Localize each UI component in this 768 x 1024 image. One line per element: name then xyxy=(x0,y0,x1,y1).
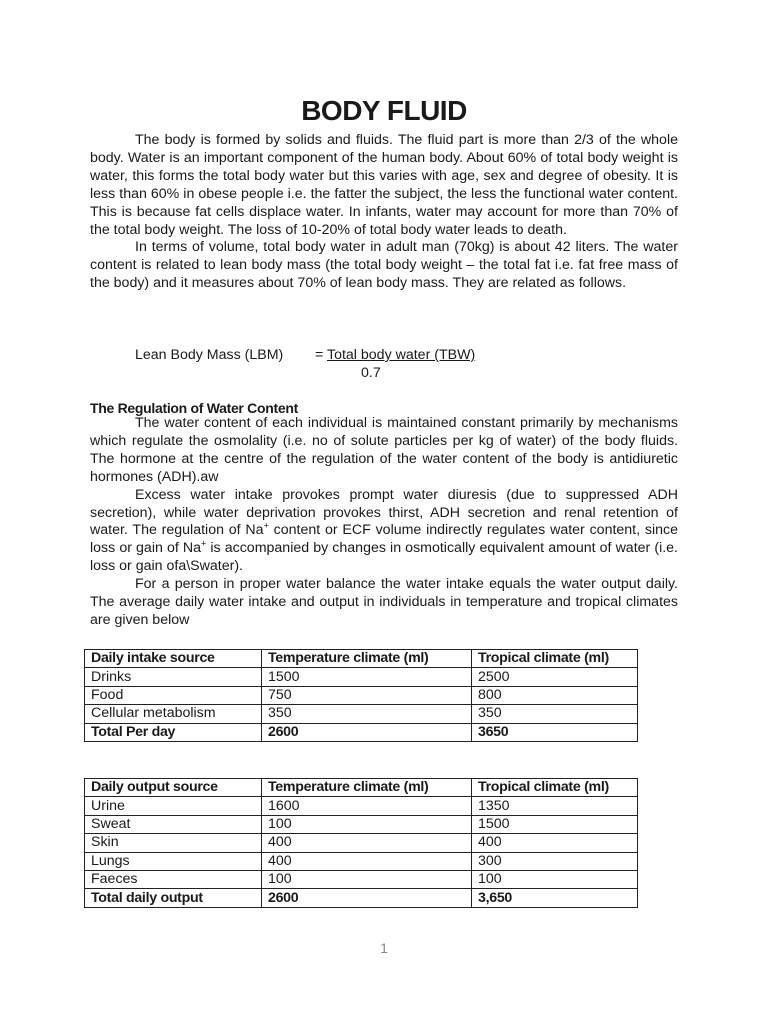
table-header-row xyxy=(85,650,638,668)
table-cell: Urine xyxy=(85,797,262,815)
table-row xyxy=(85,852,638,870)
table-cell: 1600 xyxy=(262,797,472,815)
table-row xyxy=(85,797,638,815)
table-cell: 100 xyxy=(262,815,472,833)
equation-rhs xyxy=(315,346,475,364)
table-cell: 3650 xyxy=(472,723,638,741)
regulation-p2-part-a: Excess water intake provokes prompt water diuresis (due to suppressed ADH secretion), while water deprivation provokes thirst, ADH secretion and renal retention of water. The regulation of Na xyxy=(90,486,678,539)
equation-denominator: 0.7 xyxy=(361,365,381,381)
table-header-cell: Temperature climate (ml) xyxy=(262,779,472,797)
table-row xyxy=(85,834,638,852)
table-cell: 1350 xyxy=(472,797,638,815)
table-header-row xyxy=(85,779,638,797)
table-header-cell: Daily output source xyxy=(85,779,262,797)
table-cell: Cellular metabolism xyxy=(85,705,262,723)
table-cell: Lungs xyxy=(85,852,262,870)
regulation-paragraph-1: The water content of each individual is maintained constant primarily by mechanisms which regulate the osmolality (i.e. no of solute particles per kg of water) of the body fluids. The hormone at the centre of the regulation of the water content of the body is antidiuretic hormones (ADH).aw xyxy=(90,415,678,485)
table-cell: 750 xyxy=(262,686,472,704)
table-total-row xyxy=(85,723,638,741)
table-cell: 300 xyxy=(472,852,638,870)
table-cell: 2600 xyxy=(262,723,472,741)
intro-paragraph-1: The body is formed by solids and fluids. The fluid part is more than 2/3 of the whole body. Water is an important component of the human body. About 60% of total body weight is water, this forms the total body water but this varies with age, sex and degree of obesity. It is less than 60% in obese people i.e. the fatter the subject, the less the functional water content. This is because fat cells displace water. In infants, water may account for more than 70% of the total body weight. The loss of 10-20% of total body water leads to death. xyxy=(90,132,678,238)
table-header-cell: Daily intake source xyxy=(85,650,262,668)
equation-numerator: Total body water (TBW) xyxy=(326,347,476,363)
regulation-section xyxy=(90,415,678,630)
table-row xyxy=(85,668,638,686)
table-cell: 800 xyxy=(472,686,638,704)
table-cell: Total daily output xyxy=(85,889,262,907)
table-cell: Food xyxy=(85,686,262,704)
table-header-cell: Tropical climate (ml) xyxy=(472,650,638,668)
table-row xyxy=(85,705,638,723)
intro-section xyxy=(90,132,678,293)
table-cell: 400 xyxy=(472,834,638,852)
page-number: 1 xyxy=(380,940,388,956)
table-cell: 2500 xyxy=(472,668,638,686)
intro-paragraph-2: In terms of volume, total body water in adult man (70kg) is about 42 liters. The water content is related to lean body mass (the total body weight – the total fat i.e. fat free mass of the body) and it measures about 70% of lean body mass. They are related as follows. xyxy=(90,239,678,292)
superscript-plus: + xyxy=(263,520,269,531)
table-row xyxy=(85,815,638,833)
table-cell: 350 xyxy=(262,705,472,723)
table-cell: Sweat xyxy=(85,815,262,833)
table-cell: 1500 xyxy=(472,815,638,833)
superscript-plus: + xyxy=(201,538,207,549)
table-cell: 1500 xyxy=(262,668,472,686)
table-cell: Skin xyxy=(85,834,262,852)
table-cell: 2600 xyxy=(262,889,472,907)
table-cell: 100 xyxy=(262,870,472,888)
table-total-row xyxy=(85,889,638,907)
table-row xyxy=(85,870,638,888)
regulation-p2-part-b: content or ECF volume indirectly regulates water content, since loss or gain of Na xyxy=(90,522,678,557)
table-cell: 100 xyxy=(472,870,638,888)
equation-lhs: Lean Body Mass (LBM) xyxy=(135,347,284,363)
output-table xyxy=(84,778,638,908)
table-cell: 400 xyxy=(262,852,472,870)
table-cell: 400 xyxy=(262,834,472,852)
table-header-cell: Temperature climate (ml) xyxy=(262,650,472,668)
table-cell: Drinks xyxy=(85,668,262,686)
table-header-cell: Tropical climate (ml) xyxy=(472,779,638,797)
table-cell: Total Per day xyxy=(85,723,262,741)
table-cell: Faeces xyxy=(85,870,262,888)
regulation-paragraph-3: For a person in proper water balance the water intake equals the water output daily. The average daily water intake and output in individuals in temperature and tropical climates are given below xyxy=(90,576,678,628)
intake-table xyxy=(84,649,638,742)
regulation-paragraph-2 xyxy=(90,487,678,577)
regulation-heading: The Regulation of Water Content xyxy=(90,400,298,416)
page-title: BODY FLUID xyxy=(301,95,467,126)
equation-equals: = xyxy=(315,347,327,363)
table-cell: 3,650 xyxy=(472,889,638,907)
table-row xyxy=(85,686,638,704)
regulation-p2-part-c: is accompanied by changes in osmotically equivalent amount of water (i.e. loss or gain ofa\Swater). xyxy=(90,540,679,575)
table-cell: 350 xyxy=(472,705,638,723)
